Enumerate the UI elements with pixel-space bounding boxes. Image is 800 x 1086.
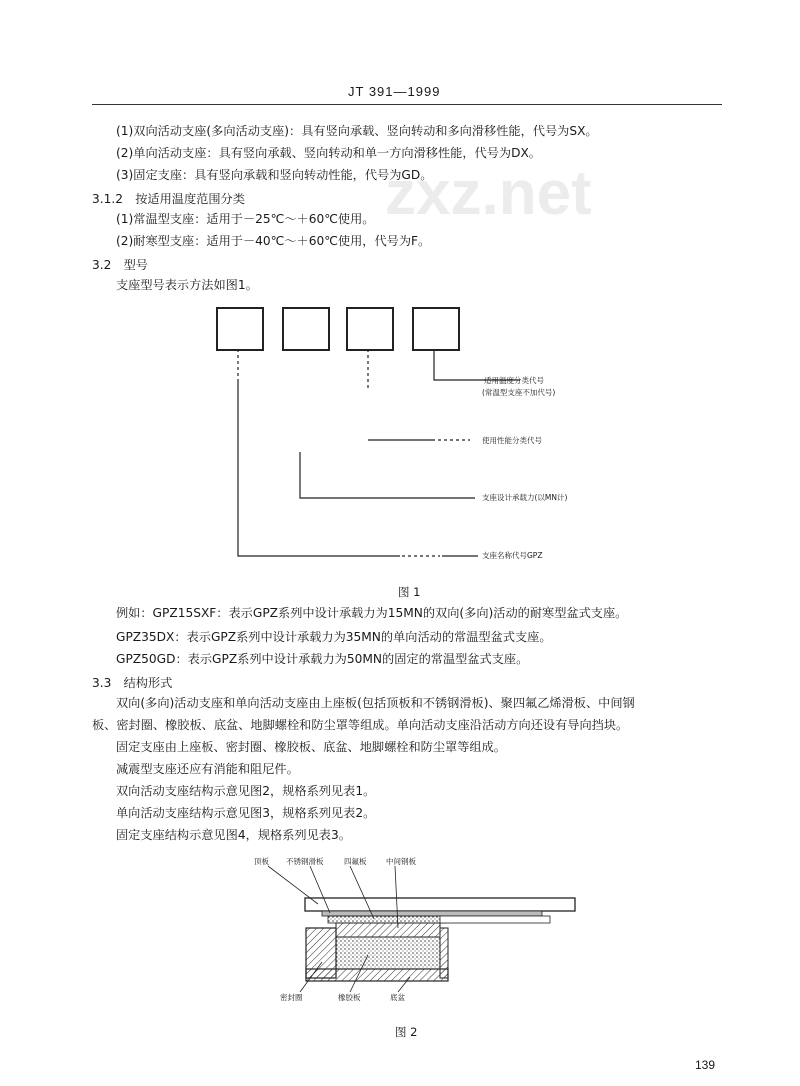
fig1-label: 支座名称代号GPZ bbox=[482, 551, 543, 560]
page-number: 139 bbox=[695, 1058, 716, 1072]
paragraph-line: 固定支座结构示意见图4，规格系列见表3。 bbox=[116, 828, 351, 842]
list-item: (1)双向活动支座(多向活动支座)：具有竖向承载、竖向转动和多向滑移性能，代号为SX。 bbox=[116, 124, 598, 138]
list-item: (2)单向活动支座：具有竖向承载、竖向转动和单一方向滑移性能，代号为DX。 bbox=[116, 146, 541, 160]
list-item: (3)固定支座：具有竖向承载和竖向转动性能，代号为GD。 bbox=[116, 168, 433, 182]
example-line: 例如：GPZ15SXF：表示GPZ系列中设计承载力为15MN的双向(多向)活动的耐寒型盆式支座。 bbox=[116, 606, 628, 620]
fig2-label: 中间钢板 bbox=[386, 857, 416, 866]
fig2-label: 橡胶板 bbox=[338, 993, 361, 1002]
fig1-label: 使用性能分类代号 bbox=[482, 436, 542, 445]
figure2-caption: 图 2 bbox=[395, 1025, 418, 1039]
example-line: GPZ50GD：表示GPZ系列中设计承载力为50MN的固定的常温型盆式支座。 bbox=[116, 652, 529, 666]
paragraph-line: 固定支座由上座板、密封圈、橡胶板、底盆、地脚螺栓和防尘罩等组成。 bbox=[116, 740, 506, 754]
section-heading: 3.2 型号 bbox=[92, 258, 148, 272]
list-item: (2)耐寒型支座：适用于－40℃～＋60℃使用，代号为F。 bbox=[116, 234, 431, 248]
list-item: (1)常温型支座：适用于－25℃～＋60℃使用。 bbox=[116, 212, 375, 226]
fig2-label: 不锈钢滑板 bbox=[286, 857, 324, 866]
figure1-caption: 图 1 bbox=[398, 585, 421, 599]
standard-header: JT 391—1999 bbox=[348, 84, 441, 99]
paragraph-line: 单向活动支座结构示意见图3，规格系列见表2。 bbox=[116, 806, 376, 820]
fig1-label: 支座设计承载力(以MN计) bbox=[482, 493, 568, 502]
section-heading: 3.3 结构形式 bbox=[92, 676, 173, 690]
paragraph-line: 板、密封圈、橡胶板、底盆、地脚螺栓和防尘罩等组成。单向活动支座沿活动方向还设有导向挡块。 bbox=[92, 718, 629, 732]
fig1-label: 适用温度分类代号 bbox=[484, 376, 544, 385]
fig2-label: 顶板 bbox=[254, 857, 269, 866]
paragraph: 支座型号表示方法如图1。 bbox=[116, 278, 258, 292]
fig2-label: 密封圈 bbox=[280, 993, 303, 1002]
paragraph-line: 双向(多向)活动支座和单向活动支座由上座板(包括顶板和不锈钢滑板)、聚四氟乙烯滑板、中间钢 bbox=[116, 696, 635, 710]
example-line: GPZ35DX：表示GPZ系列中设计承载力为35MN的单向活动的常温型盆式支座。 bbox=[116, 630, 552, 644]
watermark: zxz.net bbox=[385, 159, 592, 228]
paragraph-line: 双向活动支座结构示意见图2，规格系列见表1。 bbox=[116, 784, 376, 798]
fig1-label: (常温型支座不加代号) bbox=[482, 388, 556, 397]
paragraph-line: 减震型支座还应有消能和阻尼件。 bbox=[116, 762, 299, 776]
fig2-label: 底盆 bbox=[390, 993, 405, 1002]
section-heading: 3.1.2 按适用温度范围分类 bbox=[92, 192, 245, 206]
fig2-label: 四氟板 bbox=[344, 857, 367, 866]
